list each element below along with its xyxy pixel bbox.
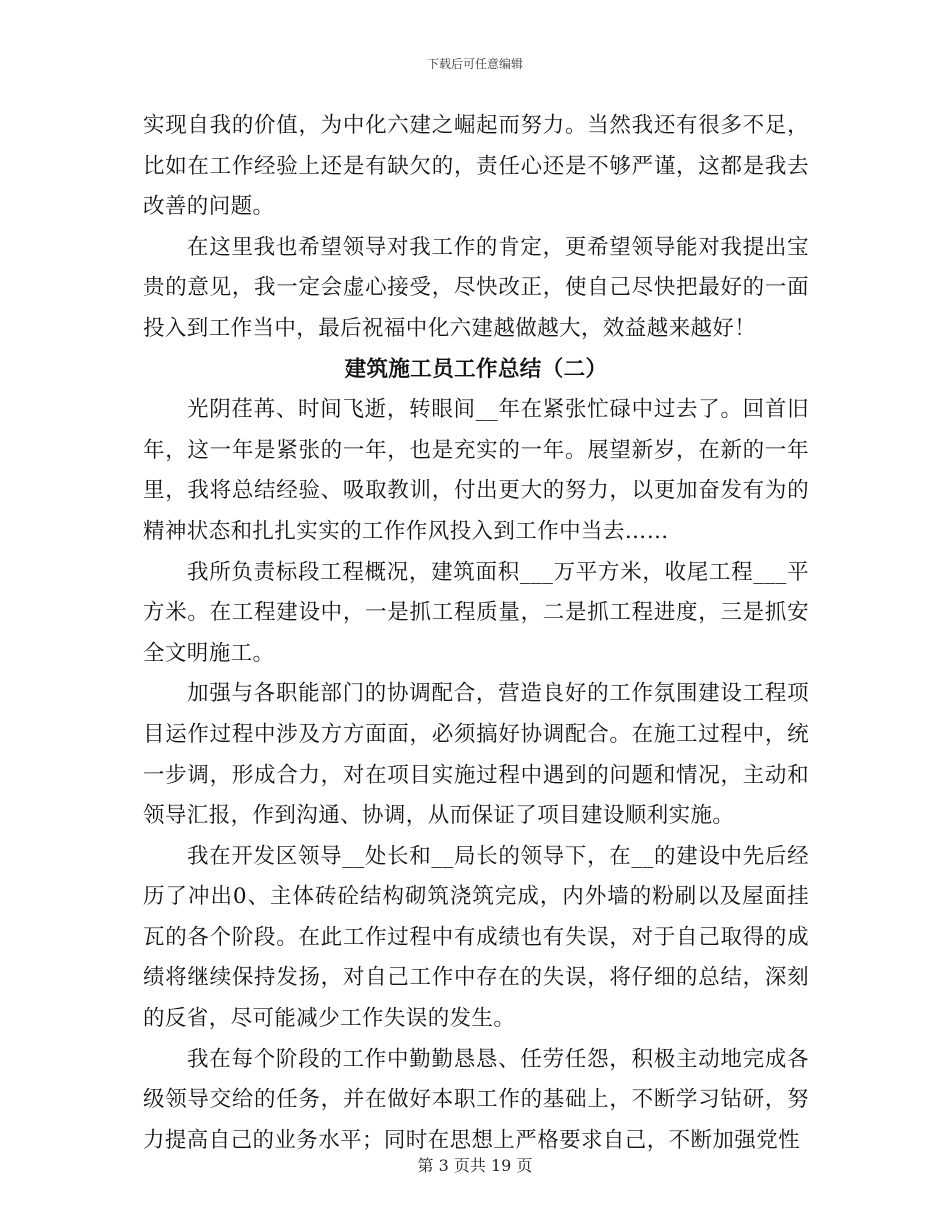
- paragraph-6: 我在开发区领导__处长和__局长的领导下，在__的建设中先后经历了冲出0、主体砖砼结构砌筑浇筑完成，内外墙的粉刷以及屋面挂瓦的各个阶段。在此工作过程中有成绩也有失误，对于自己取得的成绩将继续保持发扬，对自己工作中存在的失误，将仔细的总结，深刻的反省，尽可能减少工作失误的发生。: [143, 843, 809, 1032]
- paragraph-5: 加强与各职能部门的协调配合，营造良好的工作氛围建设工程项目运作过程中涉及方方面面，必须搞好协调配合。在施工过程中，统一步调，形成合力，对在项目实施过程中遇到的问题和情况，主动和领导汇报，作到沟通、协调，从而保证了项目建设顺利实施。: [143, 681, 809, 829]
- section-heading: 建筑施工员工作总结（二）: [344, 356, 608, 382]
- paragraph-3: 光阴荏苒、时间飞逝，转眼间__年在紧张忙碌中过去了。回首旧年，这一年是紧张的一年，也是充实的一年。展望新岁，在新的一年里，我将总结经验、吸取教训，付出更大的努力，以更加奋发有为的精神状态和扎扎实实的工作作风投入到工作中当去……: [143, 397, 809, 544]
- paragraph-1: 实现自我的价值，为中化六建之崛起而努力。当然我还有很多不足，比如在工作经验上还是有缺欠的，责任心还是不够严谨，这都是我去改善的问题。: [143, 113, 809, 220]
- page-footer: 第 3 页共 19 页: [417, 1156, 533, 1175]
- paragraph-4: 我所负责标段工程概况，建筑面积___万平方米，收尾工程___平方米。在工程建设中，一是抓工程质量，二是抓工程进度，三是抓安全文明施工。: [143, 559, 809, 666]
- page-header: 下载后可任意编辑: [426, 57, 523, 71]
- paragraph-7: 我在每个阶段的工作中勤勤恳恳、任劳任怨，积极主动地完成各级领导交给的任务，并在做好本职工作的基础上，不断学习钻研，努力提高自己的业务水平；同时在思想上严格要求自己，不断加强党性: [143, 1046, 809, 1153]
- paragraph-2: 在这里我也希望领导对我工作的肯定，更希望领导能对我提出宝贵的意见，我一定会虚心接受，尽快改正，使自己尽快把最好的一面投入到工作当中，最后祝福中化六建越做越大，效益越来越好！: [143, 234, 809, 341]
- document-body: [143, 106, 809, 1161]
